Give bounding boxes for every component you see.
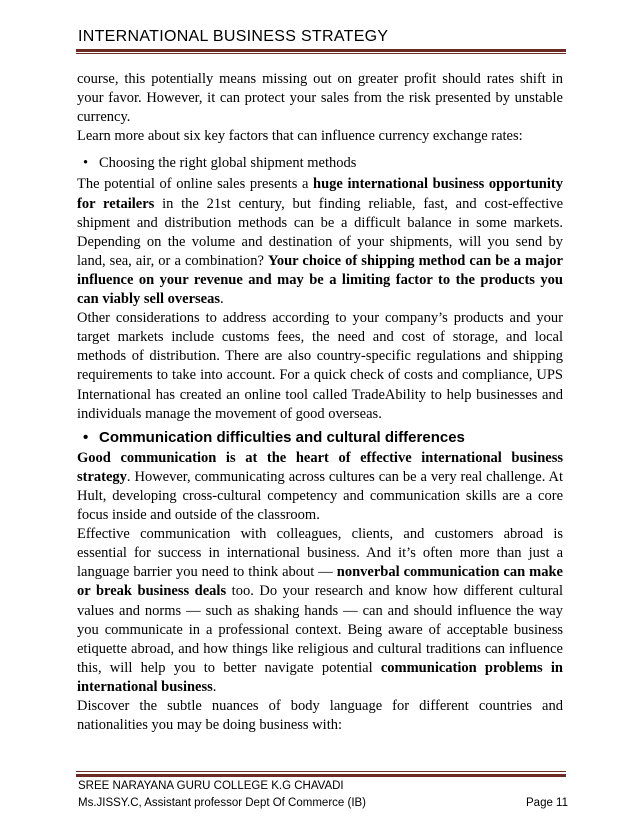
paragraph-good-communication bbox=[77, 449, 563, 525]
bold-run: Your choice of shipping method can be a major influence on your revenue and may be a limiting factor to the products you can viably sell overseas bbox=[77, 252, 563, 308]
text-run: . However, communicating across cultures can be a very real challenge. At Hult, developing cross-cultural competency and communication skills are a core focus inside and outside of the classroom. bbox=[77, 468, 563, 524]
paragraph-body-language: Discover the subtle nuances of body language for different countries and nationalities you may be doing business with: bbox=[77, 698, 563, 734]
bold-run: Good communication is at the heart of effective international business strategy bbox=[77, 449, 563, 485]
bold-run: communication problems in international business bbox=[77, 659, 563, 695]
paragraph-effective-communication bbox=[77, 525, 563, 697]
footer-college: SREE NARAYANA GURU COLLEGE K.G CHAVADI bbox=[78, 780, 344, 792]
bullet-shipment-methods bbox=[77, 154, 563, 173]
page-number: Page 11 bbox=[526, 797, 568, 809]
text-run: The potential of online sales presents a bbox=[77, 176, 314, 193]
paragraph-other-considerations: Other considerations to address according to your company’s products and your target markets include customs fees, the need and cost of storage, and local methods of distribution. There are also country-specific regulations and shipping requirements to take into account. For a quick check of costs and compliance, UPS International has created an online tool called TradeAbility to help businesses and individuals manage the movement of good overseas. bbox=[77, 310, 563, 422]
footer-rule-thin bbox=[76, 771, 566, 772]
footer-author-line bbox=[78, 797, 568, 809]
document-body bbox=[77, 70, 563, 735]
bullet-communication bbox=[77, 428, 563, 447]
bullet-dot-icon: • bbox=[83, 155, 89, 172]
text-run: in the 21st century, but finding reliable, fast, and cost-effective shipment and distribution methods can be a difficult balance in some markets. Depending on the volume and destination of your shipments, will you send by land, sea, air, or a combination? bbox=[77, 195, 564, 269]
header-rule-thin bbox=[76, 53, 566, 54]
page-header-title: INTERNATIONAL BUSINESS STRATEGY bbox=[78, 28, 389, 45]
text-run: . bbox=[219, 291, 224, 308]
header-rule-thick bbox=[76, 49, 566, 52]
footer-author: Ms.JISSY.C, Assistant professor Dept Of Commerce (IB) bbox=[78, 797, 367, 809]
text-run: . bbox=[212, 678, 217, 695]
bold-run: nonverbal communication can make or break business deals bbox=[77, 564, 563, 600]
paragraph-online-sales bbox=[77, 175, 563, 309]
text-run: too. Do your research and know how different cultural values and norms — such as shaking hands — can and should influence the way you communicate in a professional context. Being aware of acceptable business etiquette abroad, and how things like religious and cultural traditions can influence this, will help you to better navigate potential bbox=[77, 583, 563, 676]
bullet-communication-label: Communication difficulties and cultural differences bbox=[99, 428, 465, 446]
footer-rule-thick bbox=[76, 774, 566, 777]
bullet-shipment-label: Choosing the right global shipment methods bbox=[99, 155, 357, 172]
bullet-dot-icon: • bbox=[83, 428, 89, 446]
paragraph-currency-risk: course, this potentially means missing out on greater profit should rates shift in your favor. However, it can protect your sales from the risk presented by unstable currency. bbox=[77, 71, 563, 126]
bold-run: huge international business opportunity for retailers bbox=[77, 176, 563, 212]
text-run: Effective communication with colleagues, clients, and customers abroad is essential for success in international business. And it’s often more than just a language barrier you need to think about — bbox=[77, 526, 563, 581]
paragraph-exchange-factors: Learn more about six key factors that can influence currency exchange rates: bbox=[77, 128, 523, 145]
